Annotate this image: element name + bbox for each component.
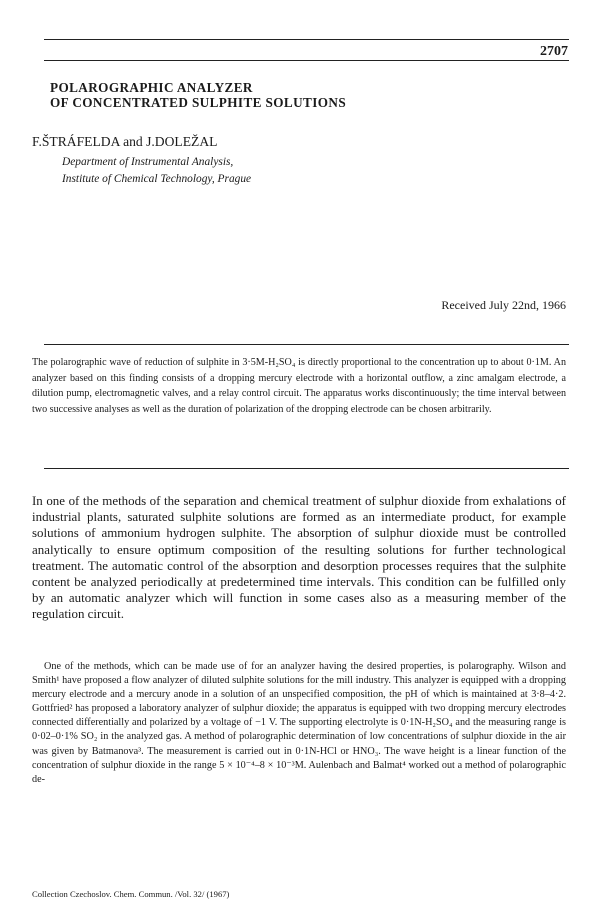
authors: F.ŠTRÁFELDA and J.DOLEŽAL	[32, 134, 218, 149]
header-rule	[44, 60, 569, 61]
journal-citation: Collection Czechoslov. Chem. Commun. /Vol. 32/ (1967)	[32, 889, 230, 899]
body-paragraph: One of the methods, which can be made use of for an analyzer having the desired properties, is polarography. Wilson and Smith¹ have proposed a flow analyzer of diluted sulphite solutions for the mill industry. This analyzer is equipped with a dropping mercury electrode and a mercury anode in a solution of an unspecified composition, the pH of which is maintained at 3·8–4·2. Gottfried² has proposed a laboratory analyzer of sulphur dioxide; the apparatus is equipped with two dropping mercury electrodes connected differentially and polarized by a voltage of −1 V. The supporting electrolyte is 0·1N-H₂SO₄ and the measuring range is 0·02–0·1% SO₂ in the analyzed gas. A method of polarographic determination of low concentrations of sulphur dioxide in the air was given by Batmanova³. The measurement is carried out in 0·1N-HCl or HNO₃. The wave height is a linear function of the concentration of sulphur dioxide in the range 5 × 10⁻⁴–8 × 10⁻³M. Aulenbach and Balmat⁴ worked out a method of polarographic de-	[32, 661, 566, 785]
intro-paragraph: In one of the methods of the separation and chemical treatment of sulphur dioxide from exhalations of industrial plants, saturated sulphite solutions are formed as an intermediate product, for example solutions of ammonium hydrogen sulphite. The absorption of sulphur dioxide must be controlled analytically to ensure optimum composition of the resulting solutions for further technological treatment. The automatic control of the absorption and desorption processes requires that the sulphite content be analyzed periodically at predetermined time intervals. This condition can be fulfilled only by an automatic analyzer which will function in some cases also as a measuring member of the regulation circuit.	[32, 493, 566, 622]
abstract-bottom-rule	[44, 468, 569, 469]
top-rule	[44, 39, 569, 40]
introduction	[32, 493, 566, 623]
page-number: 2707	[540, 44, 568, 59]
title-line-2: OF CONCENTRATED SULPHITE SOLUTIONS	[50, 95, 347, 110]
abstract-top-rule	[44, 344, 569, 345]
abstract-text: The polarographic wave of reduction of sulphite in 3·5M-H₂SO₄ is directly proportional to the concentration up to about 0·1M. An analyzer based on this finding consists of a dropping mercury electrode with a horizontal outflow, a zinc amalgam electrode, a dilution pump, electromagnetic valves, and a relay control circuit. The apparatus works discontinuously; the time interval between two successive analyses as well as the duration of polarization of the dropping electrode can be chosen arbitrarily.	[32, 357, 566, 415]
received-date: Received July 22nd, 1966	[441, 298, 566, 312]
article-title	[50, 80, 550, 110]
abstract	[32, 355, 566, 417]
body-text	[32, 660, 566, 787]
affiliation-line-2: Institute of Chemical Technology, Prague	[62, 173, 252, 185]
affiliation-line-1: Department of Instrumental Analysis,	[62, 156, 234, 168]
title-line-1: POLAROGRAPHIC ANALYZER	[50, 80, 253, 95]
affiliation	[62, 154, 251, 188]
